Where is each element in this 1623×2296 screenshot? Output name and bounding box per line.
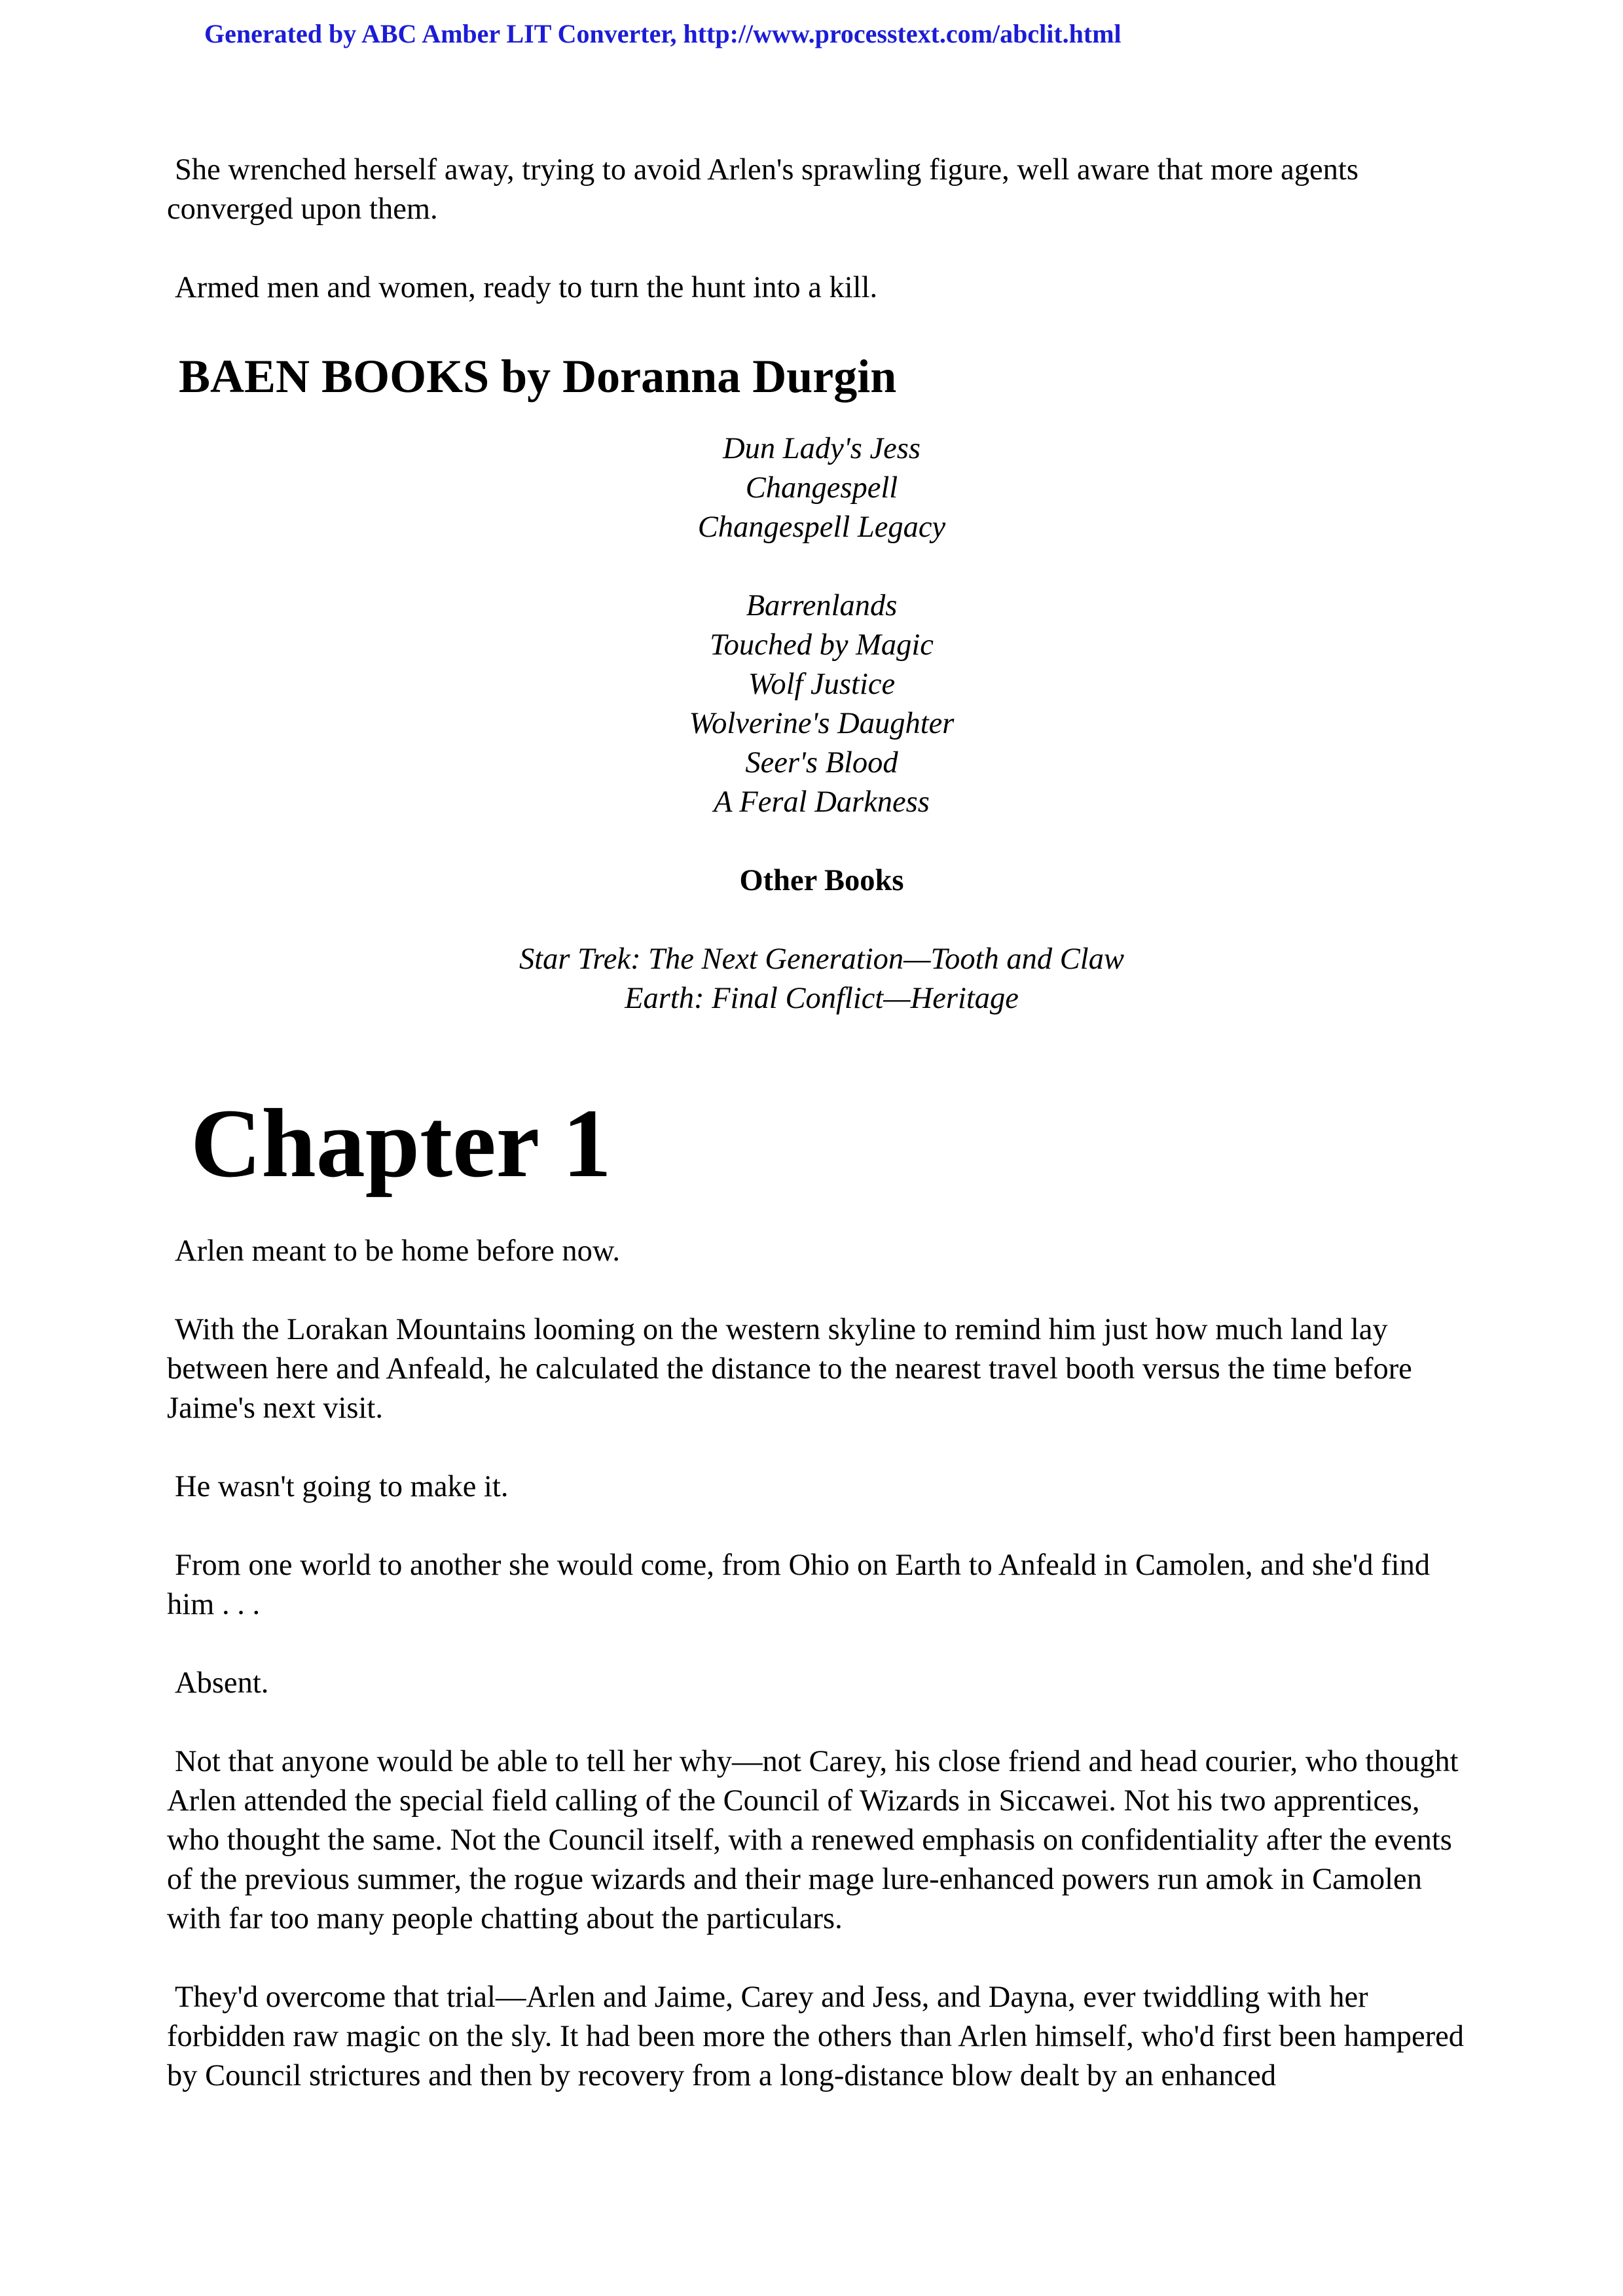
book-title: Star Trek: The Next Generation—Tooth and Claw	[519, 942, 1124, 976]
converter-link[interactable]: http://www.processtext.com/abclit.html	[683, 19, 1122, 48]
intro-paragraph-2: Armed men and women, ready to turn the hunt into a kill.	[175, 271, 878, 304]
book-title: Wolf Justice	[748, 668, 896, 701]
books-heading: BAEN BOOKS by Doranna Durgin	[179, 350, 897, 403]
book-title: Seer's Blood	[745, 746, 898, 780]
chapter-paragraph: Not that anyone would be able to tell her why—not Carey, his close friend and head courier, who thought Arlen attended the special field calling of the Council of Wizards in Siccawei. Not his two apprentices, who thought the same. Not the Council itself, with a renewed emphasis on confidentiality after the events of the previous summer, the rogue wizards and their mage lure-enhanced powers run amok in Camolen with far too many people chatting about the particulars.	[167, 1745, 1459, 1935]
book-title: Barrenlands	[746, 589, 898, 622]
chapter-title: Chapter 1	[191, 1089, 612, 1198]
page-content	[167, 151, 1476, 2135]
book-list-group-3	[167, 940, 1476, 1018]
book-title: Dun Lady's Jess	[723, 432, 921, 465]
book-title: Changespell Legacy	[697, 511, 946, 544]
converter-banner	[204, 18, 1122, 49]
chapter-paragraph: Absent.	[175, 1666, 269, 1700]
book-title: Earth: Final Conflict—Heritage	[625, 982, 1019, 1015]
converter-banner-text: Generated by ABC Amber LIT Converter,	[204, 19, 684, 48]
other-books-heading: Other Books	[739, 864, 904, 897]
chapter-paragraph: With the Lorakan Mountains looming on the western skyline to remind him just how much land lay between here and Anfeald, he calculated the distance to the nearest travel booth versus the time before Jaime's next visit.	[167, 1313, 1412, 1425]
book-title: Wolverine's Daughter	[689, 707, 955, 740]
book-title: Changespell	[745, 471, 898, 505]
book-title: A Feral Darkness	[714, 785, 930, 819]
chapter-paragraph: From one world to another she would come, from Ohio on Earth to Anfeald in Camolen, and she'd find him . . .	[167, 1549, 1431, 1621]
book-list-group-1	[167, 429, 1476, 547]
chapter-paragraph: He wasn't going to make it.	[175, 1470, 509, 1503]
chapter-paragraph: They'd overcome that trial—Arlen and Jaime, Carey and Jess, and Dayna, ever twiddling with her forbidden raw magic on the sly. It had been more the others than Arlen himself, who'd first been hampered by Council strictures and then by recovery from a long-distance blow dealt by an enhanced	[167, 1981, 1465, 2092]
book-list-group-2	[167, 586, 1476, 822]
book-title: Touched by Magic	[710, 628, 934, 662]
chapter-paragraph: Arlen meant to be home before now.	[175, 1234, 621, 1268]
intro-paragraph-1: She wrenched herself away, trying to avoid Arlen's sprawling figure, well aware that more agents converged upon them.	[167, 153, 1359, 226]
